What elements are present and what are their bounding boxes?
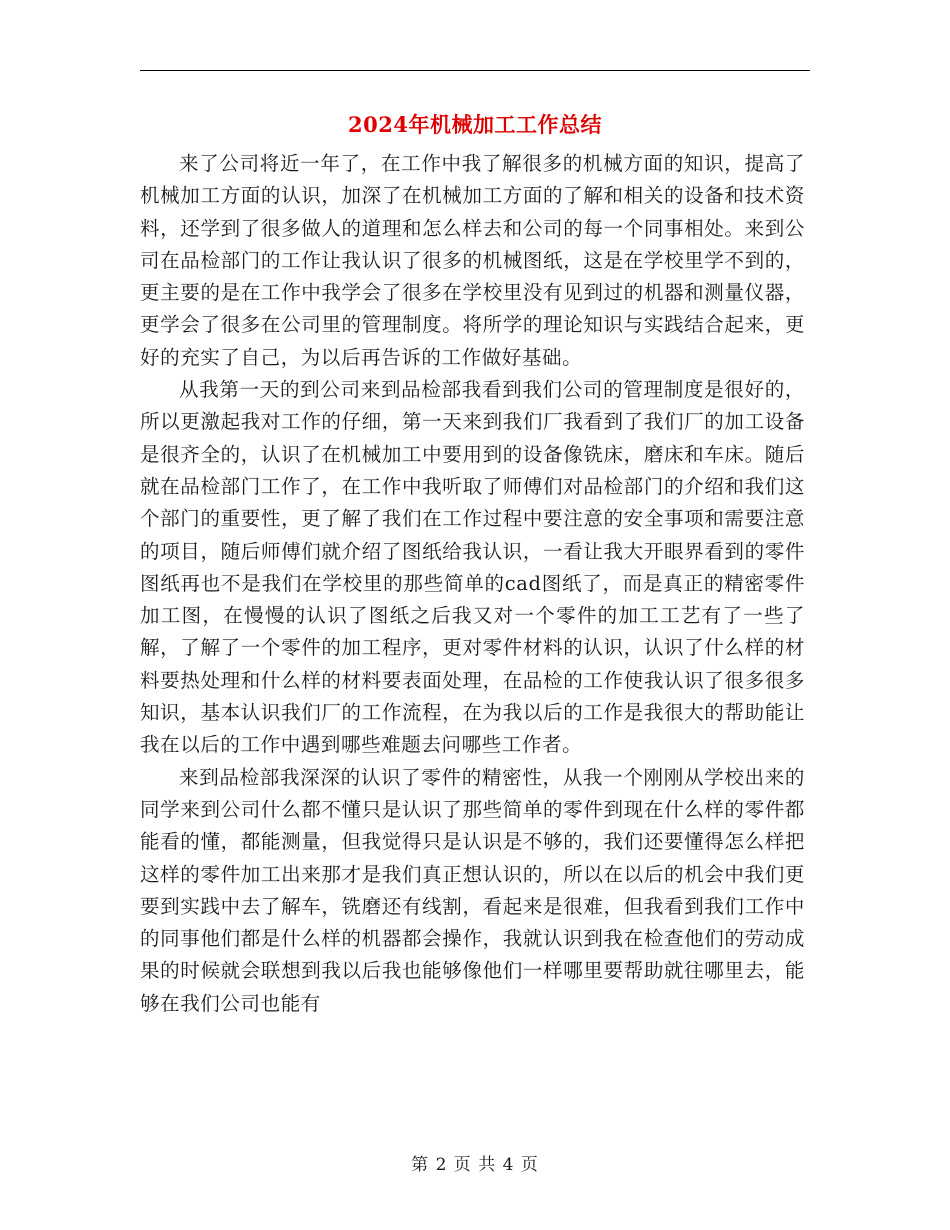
paragraph-1: 来了公司将近一年了，在工作中我了解很多的机械方面的知识，提高了机械加工方面的认识，加深了在机械加工方面的了解和相关的设备和技术资料，还学到了很多做人的道理和怎么样去和公司的每一个同事相处。来到公司在品检部门的工作让我认识了很多的机械图纸，这是在学校里学不到的，更主要的是在工作中我学会了很多在学校里没有见到过的机器和测量仪器，更学会了很多在公司里的管理制度。将所学的理论知识与实践结合起来，更好的充实了自己，为以后再告诉的工作做好基础。 [140,152,805,369]
document-title: 2024年机械加工工作总结 [348,112,602,137]
page-number-footer: 第 2 页 共 4 页 [411,1155,539,1175]
header-rule [140,70,810,71]
paragraph-3: 来到品检部我深深的认识了零件的精密性，从我一个刚刚从学校出来的同学来到公司什么都不懂只是认识了那些简单的零件到现在什么样的零件都能看的懂，都能测量，但我觉得只是认识是不够的，我们还要懂得怎么样把这样的零件加工出来那才是我们真正想认识的，所以在以后的机会中我们更要到实践中去了解车，铣磨还有线割，看起来是很难，但我看到我们工作中的同事他们都是什么样的机器都会操作，我就认识到我在检查他们的劳动成果的时候就会联想到我以后我也能够像他们一样哪里要帮助就往哪里去，能够在我们公司也能有 [140,765,805,1015]
document-body [140,148,805,1020]
paragraph-2: 从我第一天的到公司来到品检部我看到我们公司的管理制度是很好的，所以更激起我对工作的仔细，第一天来到我们厂我看到了我们厂的加工设备是很齐全的，认识了在机械加工中要用到的设备像铣床，磨床和车床。随后就在品检部门工作了，在工作中我听取了师傅们对品检部门的介绍和我们这个部门的重要性，更了解了我们在工作过程中要注意的安全事项和需要注意的项目，随后师傅们就介绍了图纸给我认识，一看让我大开眼界看到的零件图纸再也不是我们在学校里的那些简单的cad图纸了，而是真正的精密零件加工图，在慢慢的认识了图纸之后我又对一个零件的加工工艺有了一些了解，了解了一个零件的加工程序，更对零件材料的认识，认识了什么样的材料要热处理和什么样的材料要表面处理，在品检的工作使我认识了很多很多知识，基本认识我们厂的工作流程，在为我以后的工作是我很大的帮助能让我在以后的工作中遇到哪些难题去问哪些工作者。 [140,378,805,757]
